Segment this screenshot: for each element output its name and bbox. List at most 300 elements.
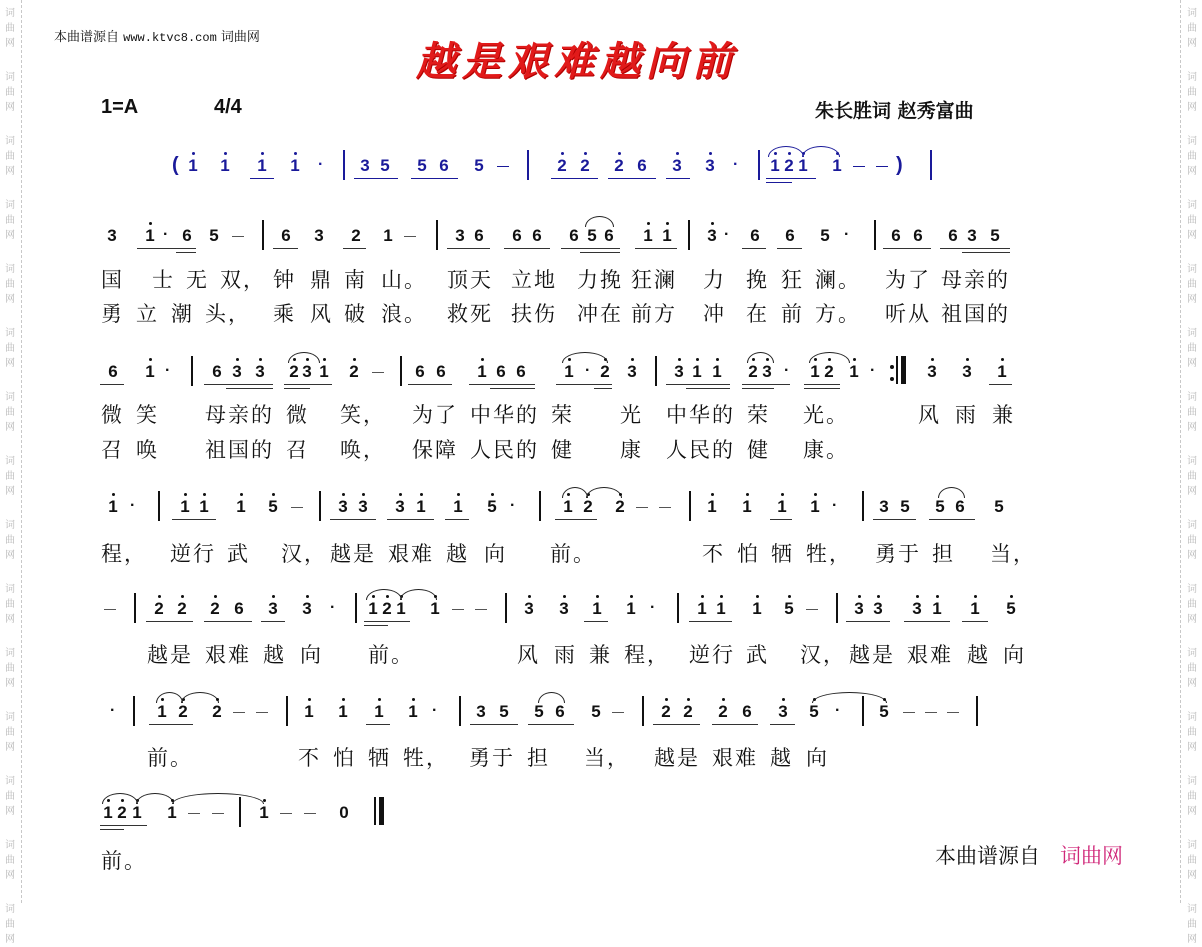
watermark-char: 词 [5,776,15,787]
sustain-dash [806,609,818,610]
note: 1 [394,599,408,619]
watermark-char: 曲 [1187,407,1197,418]
watermark-char: 词 [1187,456,1197,467]
lyric-syllable: 前。 [101,849,147,873]
underline-beam [261,621,285,622]
lyric-syllable: 雨 [955,403,978,427]
augmentation-dot: · [733,156,739,173]
lyric-syllable: 唤 [136,438,159,462]
watermark-group [5,774,15,819]
note: 1 [475,362,489,382]
note: 1 [847,362,861,382]
watermark-group [5,134,15,179]
note: 6 [281,226,291,245]
note: 2 [555,156,569,176]
note: 2 [822,362,836,382]
watermark-char: 网 [1187,294,1197,305]
underline-beam [343,248,366,249]
watermark-char: 曲 [1187,215,1197,226]
watermark-char: 曲 [5,855,15,866]
watermark-char: 词 [1187,648,1197,659]
watermark-char: 曲 [1187,343,1197,354]
bar-line [930,150,932,180]
note: 6 [496,362,506,381]
underline-beam [284,384,332,385]
note: 2 [351,226,361,245]
note: 1 [968,599,982,619]
watermark-char: 网 [5,102,15,113]
note: 5 [994,497,1004,516]
note: 2 [347,362,361,382]
watermark-char: 曲 [5,343,15,354]
note: 1 [428,599,442,619]
lyric-syllable: 担 [932,542,955,566]
watermark-char: 网 [5,422,15,433]
augmentation-dot: · [870,362,876,379]
watermark-char: 网 [1187,742,1197,753]
underline-beam [100,384,124,385]
bar-line [655,356,657,386]
note: 1 [257,803,271,823]
note: 1 [710,362,724,382]
watermark-char: 词 [5,72,15,83]
lyric-syllable: 立 [136,302,159,326]
augmentation-dot: · [432,702,438,719]
lyric-syllable: 头， [205,302,251,326]
watermark-char: 词 [1187,776,1197,787]
note: 6 [637,156,647,175]
bar-line [862,491,864,521]
watermark-char: 网 [1187,102,1197,113]
watermark-group [1187,326,1197,371]
underline-beam [366,724,390,725]
watermark-char: 网 [5,486,15,497]
note: 1 [255,156,269,176]
underline-beam [408,384,452,385]
lyric-syllable: 浪。 [381,302,427,326]
note: 3 [455,226,465,245]
lyric-syllable: 逆行 [689,643,735,667]
lyric-syllable: 人民的 [666,438,735,462]
watermark-char: 词 [5,136,15,147]
underline-beam [146,621,193,622]
note: 5 [990,226,1000,245]
lyric-syllable: 兼 [589,643,612,667]
watermark-char: 网 [1187,166,1197,177]
note: 1 [451,497,465,517]
watermark-char: 曲 [5,535,15,546]
note: 5 [534,702,544,721]
watermark-char: 曲 [5,919,15,930]
slur [562,487,588,498]
watermark-group [5,390,15,435]
note: 1 [768,156,782,176]
note: 5 [587,226,597,245]
watermark-group [5,838,15,883]
watermark-char: 词 [5,264,15,275]
underline-beam [686,388,730,389]
source-url[interactable]: www.ktvc8.com [123,31,217,45]
lyric-syllable: 中华的 [470,403,539,427]
note: 6 [234,599,244,618]
slur [812,692,887,703]
song-credits: 朱长胜词 赵秀富曲 [815,100,974,122]
note: 2 [152,599,166,619]
watermark-char: 网 [5,678,15,689]
lyric-syllable: 前方 [631,302,677,326]
watermark-group [1187,902,1197,947]
note: 1 [406,702,420,722]
lyric-syllable: 健 [747,438,770,462]
note: 6 [742,702,752,721]
underline-beam [490,388,535,389]
note: 1 [641,226,655,246]
underline-beam [172,519,216,520]
lyric-syllable: 澜。 [815,268,861,292]
underline-beam [504,248,550,249]
note: 3 [879,497,889,516]
note: 5 [485,497,499,517]
sustain-dash [188,813,200,814]
note: 3 [967,226,977,245]
note: 1 [750,599,764,619]
note: 1 [186,156,200,176]
bar-line [134,593,136,623]
note: 6 [955,497,965,516]
sustain-dash [291,507,303,508]
lyric-syllable: 武 [746,643,769,667]
watermark-char: 词 [5,840,15,851]
lyric-syllable: 越 [967,643,990,667]
underline-beam [556,384,612,385]
note: 6 [512,226,522,245]
underline-beam [742,248,766,249]
watermark-char: 网 [5,166,15,177]
watermark-char: 词 [1187,584,1197,595]
underline-beam [364,621,410,622]
watermark-group [1187,646,1197,691]
lyric-syllable: 扶伤 [511,302,557,326]
bar-line [400,356,402,386]
note: 3 [760,362,774,382]
note: 1 [808,362,822,382]
underline-beam [445,519,469,520]
source-attribution-top [54,26,260,45]
note: 1 [336,702,350,722]
lyric-syllable: 艰难 [388,542,434,566]
underline-beam [873,519,916,520]
note: 2 [210,702,224,722]
source-site[interactable]: 词曲网 [220,30,260,45]
lyric-syllable: 向 [806,746,829,770]
bar-line [355,593,357,623]
slur [102,793,138,804]
sustain-dash [853,166,865,167]
slur [747,352,774,363]
watermark-char: 词 [1187,712,1197,723]
note: 2 [716,702,730,722]
note: 3 [672,362,686,382]
note: 1 [143,226,157,246]
lyric-syllable: 越 [770,746,793,770]
note: 3 [925,362,939,382]
lyric-syllable: 雨 [554,643,577,667]
note: 3 [705,226,719,246]
watermark-group [5,262,15,307]
watermark-char: 网 [5,358,15,369]
watermark-char: 词 [1187,520,1197,531]
note: 1 [414,497,428,517]
lyric-syllable: 召 [286,438,309,462]
lyric-syllable: 笑， [340,403,386,427]
watermark-char: 网 [1187,806,1197,817]
lyric-syllable: 力 [703,268,726,292]
watermark-char: 曲 [1187,855,1197,866]
note: 3 [557,599,571,619]
lyric-syllable: 当， [584,746,630,770]
watermark-group [1187,582,1197,627]
lyric-syllable: 光 [620,403,643,427]
lyric-syllable: 笑 [136,403,159,427]
underline-beam [100,829,124,830]
watermark-char: 词 [1187,392,1197,403]
augmentation-dot: · [163,226,169,243]
augmentation-dot: · [650,599,656,616]
bar-line [862,696,864,726]
lyric-syllable: 怕 [737,542,760,566]
watermark-char: 曲 [5,727,15,738]
note: 3 [356,497,370,517]
underline-beam [204,384,273,385]
lyric-syllable: 汉， [281,542,327,566]
watermark-char: 曲 [1187,471,1197,482]
watermark-char: 网 [1187,422,1197,433]
note: 6 [474,226,484,245]
watermark-group [5,518,15,563]
bar-line [343,150,345,180]
slur [562,352,608,363]
underline-beam [777,248,802,249]
note: 1 [808,497,822,517]
underline-beam [712,724,758,725]
bar-line [527,150,529,180]
note: 1 [796,156,810,176]
watermark-group [5,582,15,627]
lyric-syllable: 光。 [803,403,849,427]
right-watermark-column [1182,0,1202,945]
sustain-dash [233,712,245,713]
note: 6 [913,226,923,245]
note: 2 [659,702,673,722]
note: 3 [910,599,924,619]
note: 3 [476,702,486,721]
watermark-char: 曲 [1187,23,1197,34]
watermark-char: 网 [5,294,15,305]
augmentation-dot: · [330,599,336,616]
underline-beam [250,178,274,179]
underline-beam [469,384,535,385]
underline-beam [608,178,656,179]
bar-line [191,356,193,386]
underline-beam [273,248,298,249]
bar-line [505,593,507,623]
watermark-group [1187,6,1197,51]
lyric-syllable: 康。 [803,438,849,462]
note: 1 [288,156,302,176]
lyric-syllable: 鼎 [310,268,333,292]
watermark-char: 词 [5,8,15,19]
underline-beam [804,388,840,389]
watermark-char: 曲 [1187,535,1197,546]
note: 2 [613,497,627,517]
underline-beam [962,252,1010,253]
augmentation-dot: · [318,156,324,173]
watermark-group [1187,390,1197,435]
lyric-syllable: 越 [263,643,286,667]
lyric-syllable: 不 [702,542,725,566]
watermark-char: 网 [1187,486,1197,497]
note: 1 [624,599,638,619]
watermark-group [1187,198,1197,243]
watermark-char: 词 [5,328,15,339]
watermark-char: 词 [1187,72,1197,83]
lyric-syllable: 越是 [654,746,700,770]
watermark-char: 网 [5,550,15,561]
note: 1 [130,803,144,823]
note: 2 [681,702,695,722]
lyric-syllable: 人民的 [470,438,539,462]
note: 3 [522,599,536,619]
note: 2 [175,599,189,619]
lyric-syllable: 乘 [273,302,296,326]
lyric-syllable: 前。 [147,746,193,770]
watermark-char: 曲 [5,151,15,162]
lyric-syllable: 向 [1003,643,1026,667]
bar-line [874,220,876,250]
lyric-syllable: 艰难 [205,643,251,667]
note: 3 [360,156,370,175]
watermark-char: 曲 [5,599,15,610]
watermark-group [5,902,15,947]
lyric-syllable: 向 [300,643,323,667]
lyric-syllable: 潮 [171,302,194,326]
bar-line [133,696,135,726]
underline-beam [666,384,730,385]
note: 5 [900,497,910,516]
watermark-char: 曲 [5,87,15,98]
lyric-syllable: 为了 [885,268,931,292]
note: 1 [372,702,386,722]
note: 6 [555,702,565,721]
note: 1 [660,226,674,246]
footer-source-site[interactable]: 词曲网 [1060,844,1123,868]
sustain-dash [232,236,244,237]
underline-beam [940,248,1010,249]
lyric-syllable: 为了 [412,403,458,427]
note: 5 [417,156,427,175]
watermark-char: 词 [1187,8,1197,19]
note: 3 [960,362,974,382]
lyric-syllable: 在 [746,302,769,326]
note: 6 [785,226,795,245]
watermark-char: 词 [5,584,15,595]
note: 1 [695,599,709,619]
watermark-char: 曲 [1187,727,1197,738]
note: 3 [336,497,350,517]
bar-line [836,593,838,623]
bar-line [539,491,541,521]
note: 1 [317,362,331,382]
sustain-dash [256,712,268,713]
note: 1 [178,497,192,517]
source-attribution-bottom [935,840,1123,870]
lyric-syllable: 越是 [147,643,193,667]
note: 2 [598,362,612,382]
note: 3 [300,599,314,619]
lyric-syllable: 怕 [333,746,356,770]
sustain-dash [104,609,116,610]
note: 5 [380,156,390,175]
underline-beam [635,248,677,249]
watermark-char: 词 [5,712,15,723]
lyric-syllable: 武 [227,542,250,566]
note: 3 [266,599,280,619]
note: 3 [300,362,314,382]
lyric-syllable: 牺 [771,542,794,566]
note: 3 [670,156,684,176]
watermark-char: 网 [1187,38,1197,49]
underline-beam [929,519,975,520]
note: 1 [366,599,380,619]
watermark-group [5,454,15,499]
underline-beam [204,621,252,622]
lyric-syllable: 冲 [703,302,726,326]
underline-beam [666,178,690,179]
lyric-syllable: 艰难 [907,643,953,667]
watermark-char: 网 [1187,550,1197,561]
lyric-syllable: 健 [551,438,574,462]
watermark-char: 曲 [1187,663,1197,674]
watermark-char: 词 [5,392,15,403]
note: 6 [532,226,542,245]
underline-beam [176,252,196,253]
note: 1 [740,497,754,517]
lyric-syllable: 双， [220,268,266,292]
note: 2 [612,156,626,176]
note: 1 [234,497,248,517]
lyric-syllable: 听从 [885,302,931,326]
slur [768,146,804,157]
augmentation-dot: · [130,497,136,514]
sustain-dash [903,712,915,713]
watermark-char: 词 [1187,328,1197,339]
slur [366,589,402,600]
watermark-char: 网 [1187,934,1197,945]
note: 3 [393,497,407,517]
underline-beam [904,621,950,622]
note: 5 [209,226,219,245]
underline-beam [447,248,490,249]
note: 3 [253,362,267,382]
bar-line [319,491,321,521]
lyric-syllable: 顶天 [447,268,493,292]
left-watermark-column [0,0,20,945]
parenthesis: ( [172,154,179,176]
note: 3 [625,362,639,382]
lyric-syllable: 中华的 [666,403,735,427]
watermark-char: 网 [5,934,15,945]
sustain-dash [659,507,671,508]
